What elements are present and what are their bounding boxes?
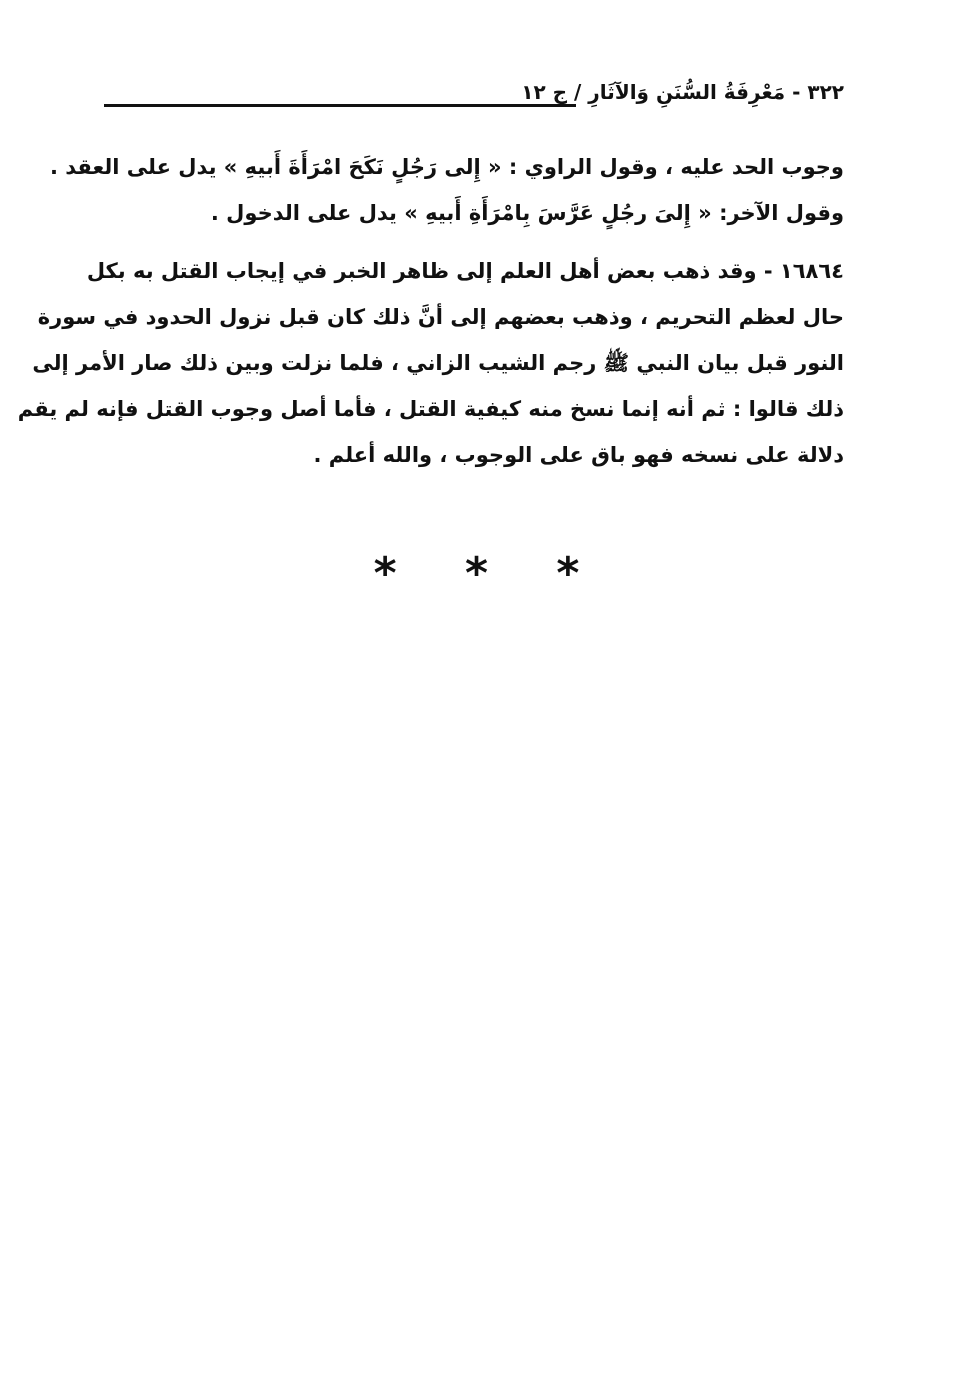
asterisk-ornament: * (373, 548, 397, 599)
section-separator (0, 548, 953, 599)
text-line: ١٦٨٦٤ - وقد ذهب بعض أهل العلم إلى ظاهر الخبر في إيجاب القتل به بكل (86, 259, 844, 283)
text-line: حال لعظم التحريم ، وذهب بعضهم إلى أنَّ ذلك كان قبل نزول الحدود في سورة (37, 305, 844, 329)
paragraph-continuation (49, 144, 844, 236)
running-title: ٣٢٢ - مَعْرِفَةُ السُّنَنِ وَالآثَارِ / ج ١٢ (521, 80, 844, 104)
header-rule (104, 104, 576, 107)
text-line: وقول الآخر: « إِلىَ رجُلٍ عَرَّسَ بِامْرَأَةِ أَبيهِ » يدل على الدخول . (210, 201, 844, 225)
text-line: النور قبل بيان النبي ﷺ رجم الشيب الزاني ، فلما نزلت وبين ذلك صار الأمر إلى (32, 351, 844, 375)
page-header (104, 78, 844, 118)
text-line: ذلك قالوا : ثم أنه إنما نسخ منه كيفية القتل ، فأما أصل وجوب القتل فإنه لم يقم (17, 397, 844, 421)
paragraph-16864 (17, 248, 844, 478)
asterisk-ornament: * (556, 548, 580, 599)
text-line: وجوب الحد عليه ، وقول الراوي : « إِلى رَجُلٍ نَكَحَ امْرَأَةَ أَبيهِ » يدل على العقد . (49, 155, 844, 179)
text-line: دلالة على نسخه فهو باق على الوجوب ، والله أعلم . (313, 443, 844, 467)
asterisk-ornament: * (464, 548, 488, 599)
